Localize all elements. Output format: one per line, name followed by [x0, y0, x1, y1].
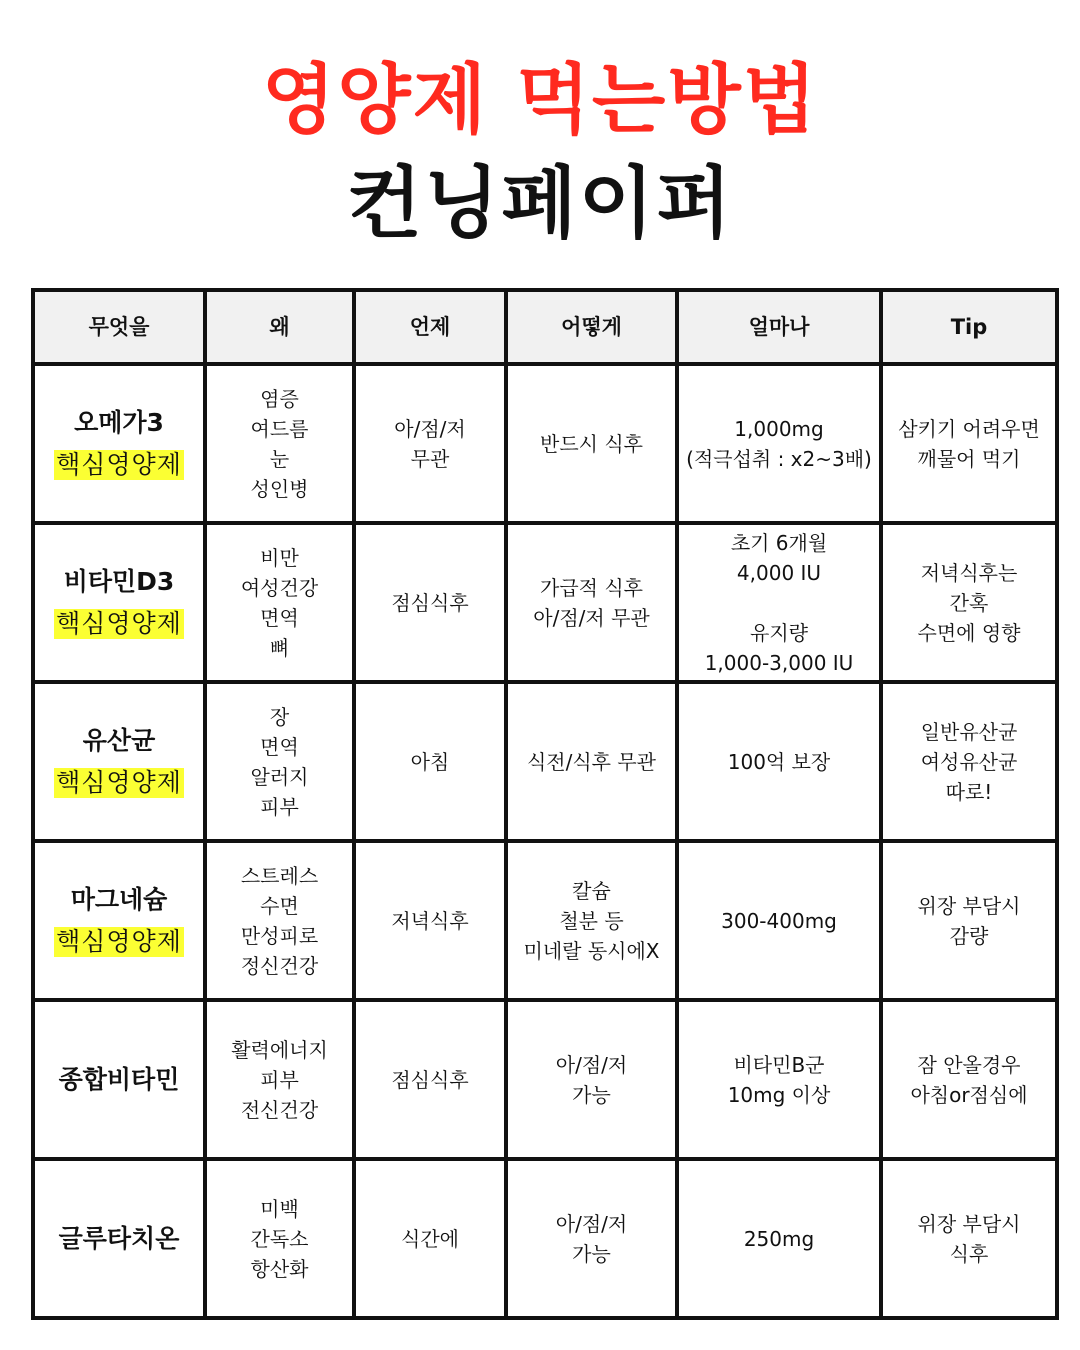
amount-cell [677, 523, 881, 682]
tip-text-line: 일반유산균 [920, 719, 1018, 744]
how-text-line: 아/점/저 [555, 1052, 628, 1077]
tip-text-line: 아침or점심에 [910, 1082, 1028, 1107]
supplement-name: 마그네슘 [70, 884, 168, 914]
table-row [33, 1000, 1057, 1159]
table-row [33, 1159, 1057, 1318]
tip-text-line: 여성유산균 [920, 749, 1018, 774]
tip-cell [881, 841, 1057, 1000]
table-row [33, 523, 1057, 682]
header-when: 언제 [354, 290, 506, 364]
why-text-line: 알러지 [250, 764, 309, 789]
why-text-line: 활력에너지 [231, 1037, 328, 1062]
tip-text-line: 수면에 영향 [917, 620, 1021, 645]
when-text-line: 식간에 [401, 1226, 459, 1251]
when-cell [354, 682, 506, 841]
when-text-line: 점심식후 [391, 1067, 469, 1092]
why-text-line: 뼈 [269, 635, 290, 660]
why-cell [205, 1159, 354, 1318]
why-text-line: 만성피로 [240, 923, 319, 948]
tip-text-line: 간혹 [949, 590, 989, 615]
amount-text-line: 100억 보장 [727, 749, 831, 774]
page-subtitle: 컨닝페이퍼 [346, 159, 734, 249]
how-text-line: 가능 [572, 1241, 611, 1266]
when-cell [354, 1000, 506, 1159]
core-supplement-badge: 핵심영양제 [56, 608, 182, 638]
tip-text-line: 위장 부담시 [917, 1211, 1021, 1236]
amount-text-line: 초기 6개월 [730, 530, 828, 555]
amount-text-line: 250mg [743, 1226, 815, 1251]
table-row [33, 682, 1057, 841]
amount-text-line: (적극섭취 : x2~3배) [686, 446, 872, 471]
why-text-line: 면역 [260, 734, 299, 759]
how-text-line: 가급적 식후 [540, 575, 643, 600]
tip-cell [881, 523, 1057, 682]
how-cell [506, 523, 677, 682]
amount-cell [677, 364, 881, 523]
how-cell [506, 1000, 677, 1159]
supplement-name: 유산균 [82, 725, 156, 755]
supplement-name-cell [33, 841, 205, 1000]
tip-cell [881, 682, 1057, 841]
supplement-table-container [31, 288, 1055, 1320]
header-tip: Tip [881, 290, 1057, 364]
tip-text-line: 저녁식후는 [920, 560, 1018, 585]
core-supplement-badge: 핵심영양제 [56, 449, 182, 479]
why-text-line: 염증 [260, 386, 299, 411]
why-cell [205, 841, 354, 1000]
why-text-line: 피부 [260, 794, 299, 819]
when-text-line: 무관 [410, 446, 450, 471]
supplement-name: 글루타치온 [58, 1223, 180, 1253]
why-text-line: 면역 [260, 605, 299, 630]
how-text-line: 미네랄 동시에X [523, 938, 660, 963]
when-cell [354, 841, 506, 1000]
how-cell [506, 1159, 677, 1318]
supplement-name-cell [33, 1000, 205, 1159]
tip-text-line: 깨물어 먹기 [917, 446, 1021, 471]
header-what: 무엇을 [33, 290, 205, 364]
how-cell [506, 682, 677, 841]
supplement-name-cell [33, 1159, 205, 1318]
amount-text-line: 1,000-3,000 IU [704, 650, 854, 675]
why-cell [205, 682, 354, 841]
table-body [33, 364, 1057, 1318]
table-row [33, 841, 1057, 1000]
amount-text-line: 10mg 이상 [727, 1082, 831, 1107]
how-cell [506, 364, 677, 523]
why-text-line: 비만 [260, 545, 299, 570]
tip-text-line: 잠 안올경우 [917, 1052, 1021, 1077]
why-text-line: 여드름 [250, 416, 309, 441]
why-text-line: 성인병 [250, 476, 309, 501]
tip-text-line: 따로! [945, 779, 993, 804]
amount-cell [677, 682, 881, 841]
when-cell [354, 1159, 506, 1318]
why-cell [205, 364, 354, 523]
header-amount: 얼마나 [677, 290, 881, 364]
how-text-line: 반드시 식후 [540, 431, 643, 456]
amount-text-line: 유지량 [750, 620, 808, 645]
how-text-line: 식전/식후 무관 [526, 749, 656, 774]
amount-cell [677, 1159, 881, 1318]
amount-cell [677, 1000, 881, 1159]
amount-text-line: 1,000mg [734, 416, 824, 441]
blank-line [683, 588, 875, 618]
how-text-line: 가능 [572, 1082, 611, 1107]
supplement-name: 오메가3 [74, 407, 164, 437]
table-row [33, 364, 1057, 523]
why-text-line: 항산화 [250, 1256, 309, 1281]
when-cell [354, 523, 506, 682]
amount-cell [677, 841, 881, 1000]
why-text-line: 수면 [260, 893, 299, 918]
when-text-line: 아침 [410, 749, 450, 774]
supplement-table [31, 288, 1059, 1320]
amount-text-line: 4,000 IU [736, 560, 822, 585]
how-text-line: 칼슘 [572, 878, 611, 903]
supplement-name-cell [33, 682, 205, 841]
tip-text-line: 위장 부담시 [917, 893, 1021, 918]
amount-text-line: 비타민B군 [733, 1052, 825, 1077]
why-text-line: 스트레스 [240, 863, 319, 888]
why-cell [205, 1000, 354, 1159]
supplement-name: 비타민D3 [63, 566, 175, 596]
when-text-line: 점심식후 [391, 590, 469, 615]
supplement-name-cell [33, 523, 205, 682]
supplement-name: 종합비타민 [58, 1064, 180, 1094]
amount-text-line: 300-400mg [721, 908, 837, 933]
core-supplement-badge: 핵심영양제 [56, 926, 182, 956]
header-why: 왜 [205, 290, 354, 364]
tip-text-line: 식후 [949, 1241, 989, 1266]
supplement-name-cell [33, 364, 205, 523]
why-text-line: 눈 [269, 446, 290, 471]
why-text-line: 전신건강 [240, 1097, 319, 1122]
why-text-line: 피부 [260, 1067, 299, 1092]
why-text-line: 장 [269, 704, 290, 729]
tip-text-line: 감량 [949, 923, 989, 948]
why-text-line: 여성건강 [240, 575, 319, 600]
why-text-line: 정신건강 [240, 953, 319, 978]
header-how: 어떻게 [506, 290, 677, 364]
how-text-line: 아/점/저 무관 [533, 605, 650, 630]
how-text-line: 아/점/저 [555, 1211, 628, 1236]
why-cell [205, 523, 354, 682]
why-text-line: 미백 [260, 1196, 299, 1221]
core-supplement-badge: 핵심영양제 [56, 767, 182, 797]
tip-cell [881, 1159, 1057, 1318]
tip-cell [881, 1000, 1057, 1159]
when-text-line: 아/점/저 [394, 416, 466, 441]
why-text-line: 간독소 [250, 1226, 309, 1251]
when-text-line: 저녁식후 [391, 908, 469, 933]
tip-text-line: 삼키기 어려우면 [898, 416, 1040, 441]
how-text-line: 철분 등 [559, 908, 624, 933]
how-cell [506, 841, 677, 1000]
tip-cell [881, 364, 1057, 523]
when-cell [354, 364, 506, 523]
page-title: 영양제 먹는방법 [261, 55, 819, 144]
table-header-row [33, 290, 1057, 364]
